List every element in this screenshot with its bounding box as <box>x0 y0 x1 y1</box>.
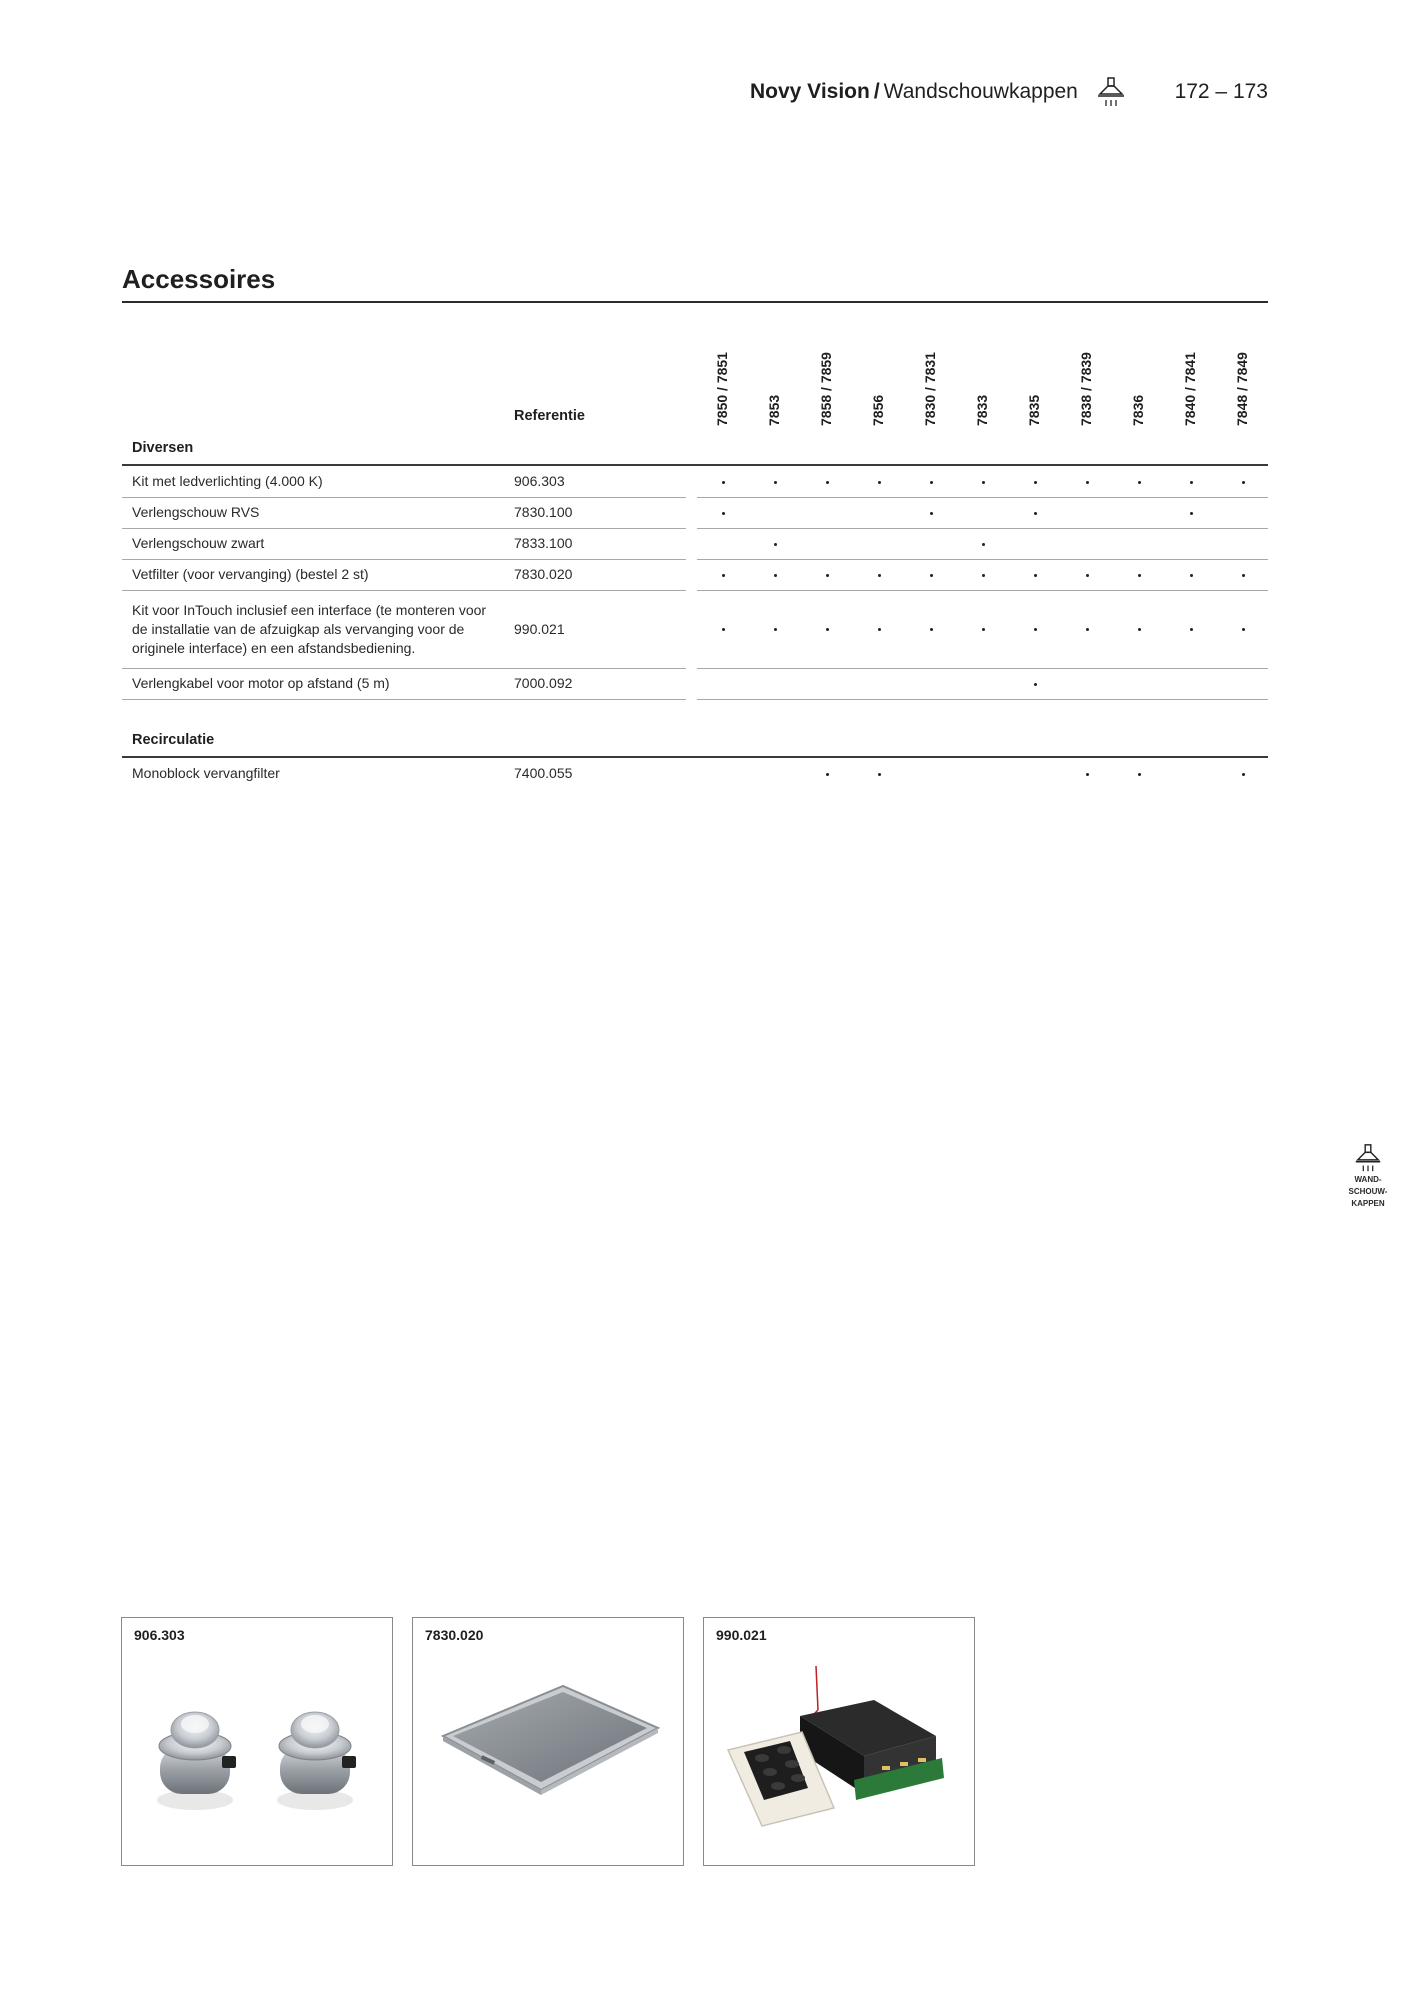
compat-dot <box>1138 574 1141 577</box>
model-column-label: 7835 <box>1026 394 1042 426</box>
row-description: Verlengkabel voor motor op afstand (5 m) <box>132 675 390 691</box>
row-description: Verlengschouw RVS <box>132 504 260 520</box>
compat-dot <box>774 481 777 484</box>
compat-dot <box>826 628 829 631</box>
row-divider <box>697 528 1268 529</box>
compat-dot <box>774 574 777 577</box>
model-column-label: 7853 <box>766 394 782 426</box>
row-divider <box>122 559 686 560</box>
model-column-label: 7848 / 7849 <box>1234 352 1250 426</box>
row-reference: 7833.100 <box>514 535 573 551</box>
model-column-label: 7838 / 7839 <box>1078 352 1094 426</box>
compat-dot <box>1086 574 1089 577</box>
product-card-grease-filter <box>412 1617 684 1866</box>
row-reference: 906.303 <box>514 473 565 489</box>
row-description: Verlengschouw zwart <box>132 535 265 551</box>
page-numbers: 172 – 173 <box>1174 80 1268 103</box>
compat-dot <box>930 512 933 515</box>
row-divider <box>697 668 1268 669</box>
intouch-kit-image <box>704 1618 974 1865</box>
compat-dot <box>1086 628 1089 631</box>
row-description: Kit voor InTouch inclusief een interface (te monteren voor de installatie van de afzuigkap als vervanging voor de originele interface) en een afstandsbediening. <box>132 602 487 656</box>
model-column-header <box>1067 334 1107 426</box>
compat-dot <box>1138 628 1141 631</box>
compat-dot <box>982 574 985 577</box>
compat-dot <box>878 481 881 484</box>
compat-dot <box>878 574 881 577</box>
compat-dot <box>930 574 933 577</box>
row-divider <box>697 559 1268 560</box>
compat-dot <box>1190 481 1193 484</box>
row-reference: 990.021 <box>514 621 565 637</box>
section-title: Accessoires <box>122 264 276 294</box>
grease-filter-image <box>413 1618 683 1865</box>
row-divider <box>122 528 686 529</box>
compat-dot <box>1086 481 1089 484</box>
category-name: Wandschouwkappen <box>883 80 1078 103</box>
model-column-label: 7836 <box>1130 394 1146 426</box>
model-column-header <box>807 334 847 426</box>
compat-dot <box>1242 628 1245 631</box>
model-column-label: 7856 <box>870 394 886 426</box>
range-hood-icon <box>1352 1142 1384 1174</box>
side-tab-label-1: WAND- <box>1354 1175 1382 1184</box>
model-column-label: 7850 / 7851 <box>714 352 730 426</box>
header-breadcrumb <box>750 78 1078 106</box>
compat-dot <box>826 481 829 484</box>
side-tab-wandschouwkappen[interactable] <box>1338 1142 1398 1210</box>
side-tab-label-3: KAPPEN <box>1351 1199 1385 1208</box>
compat-dot <box>722 481 725 484</box>
model-column-header <box>1015 334 1055 426</box>
group-title: Diversen <box>132 440 194 456</box>
compat-dot <box>1034 481 1037 484</box>
compat-dot <box>1034 574 1037 577</box>
compat-dot <box>1138 481 1141 484</box>
range-hood-icon <box>1094 75 1128 109</box>
breadcrumb-separator: / <box>873 80 880 103</box>
row-reference: 7400.055 <box>514 765 573 781</box>
compat-dot <box>1242 481 1245 484</box>
model-column-header <box>703 334 743 426</box>
led-lights-image <box>122 1618 392 1865</box>
reference-column-header: Referentie <box>514 408 585 424</box>
compat-dot <box>774 628 777 631</box>
side-tab-label-2: SCHOUW- <box>1348 1187 1388 1196</box>
model-column-label: 7830 / 7831 <box>922 352 938 426</box>
compat-dot <box>1242 574 1245 577</box>
model-column-label: 7833 <box>974 394 990 426</box>
brand-name: Novy Vision <box>750 80 870 103</box>
model-column-header <box>1223 334 1263 426</box>
compat-dot <box>1190 574 1193 577</box>
product-code: 7830.020 <box>425 1627 484 1643</box>
row-divider <box>122 497 686 498</box>
compat-dot <box>982 481 985 484</box>
group-title: Recirculatie <box>132 732 215 748</box>
product-card-led-kit <box>121 1617 393 1866</box>
group-divider <box>122 464 1268 466</box>
model-column-header <box>963 334 1003 426</box>
model-column-header <box>1171 334 1211 426</box>
row-description: Kit met ledverlichting (4.000 K) <box>132 473 323 489</box>
model-column-label: 7840 / 7841 <box>1182 352 1198 426</box>
compat-dot <box>878 628 881 631</box>
compat-dot <box>1034 512 1037 515</box>
row-divider <box>122 590 686 591</box>
compat-dot <box>826 773 829 776</box>
model-column-header <box>1119 334 1159 426</box>
model-column-label: 7858 / 7859 <box>818 352 834 426</box>
compat-dot <box>930 481 933 484</box>
compat-dot <box>1034 683 1037 686</box>
compat-dot <box>982 543 985 546</box>
row-reference: 7000.092 <box>514 675 573 691</box>
page-header <box>620 78 1268 114</box>
row-reference: 7830.100 <box>514 504 573 520</box>
row-description: Monoblock vervangfilter <box>132 765 280 781</box>
model-column-header <box>859 334 899 426</box>
compat-dot <box>1242 773 1245 776</box>
compat-dot <box>722 574 725 577</box>
row-description: Vetfilter (voor vervanging) (bestel 2 st) <box>132 566 369 582</box>
row-reference: 7830.020 <box>514 566 573 582</box>
compat-dot <box>722 512 725 515</box>
group-divider <box>122 756 1268 758</box>
product-code: 906.303 <box>134 1627 185 1643</box>
row-divider <box>697 699 1268 700</box>
compat-dot <box>1034 628 1037 631</box>
compat-dot <box>982 628 985 631</box>
product-code: 990.021 <box>716 1627 767 1643</box>
compat-dot <box>878 773 881 776</box>
product-card-intouch-kit <box>703 1617 975 1866</box>
row-divider <box>122 668 686 669</box>
compat-dot <box>930 628 933 631</box>
compat-dot <box>1086 773 1089 776</box>
section-divider <box>122 301 1268 303</box>
compat-dot <box>1190 512 1193 515</box>
compat-dot <box>774 543 777 546</box>
row-divider <box>697 497 1268 498</box>
compat-dot <box>826 574 829 577</box>
model-column-header <box>755 334 795 426</box>
compat-dot <box>1190 628 1193 631</box>
row-divider <box>697 590 1268 591</box>
compat-dot <box>722 628 725 631</box>
compat-dot <box>1138 773 1141 776</box>
row-divider <box>122 699 686 700</box>
model-column-header <box>911 334 951 426</box>
